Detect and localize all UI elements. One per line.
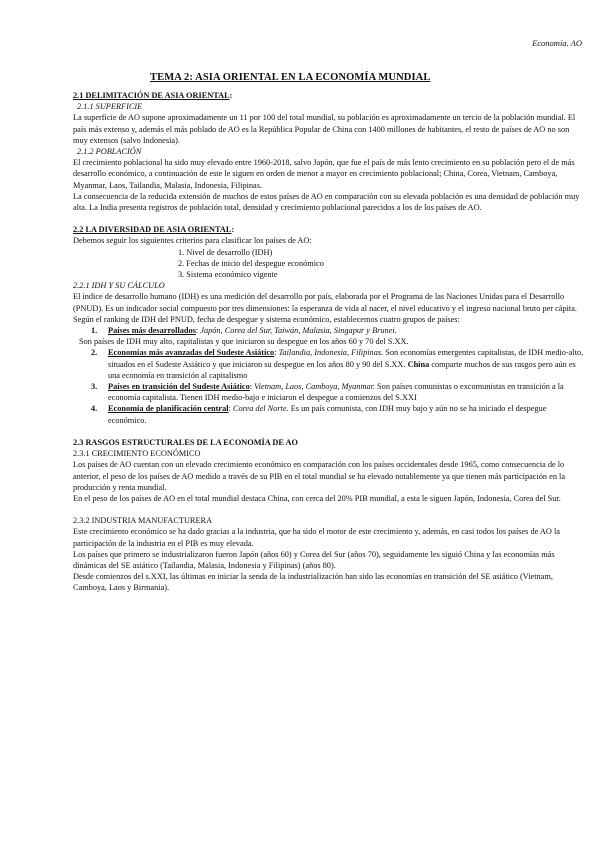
document-body [73,90,585,594]
paragraph-grupos-intro: Según el ranking de IDH del PNUD, fecha de despegue y sistema económico, establecemos cuatro grupos de países: [73,314,460,324]
list-item: 1. Países más desarrollados: Japón, Corea del Sur, Taiwán, Malasia, Singapur y Brunei. [91,326,397,336]
subsection-heading-2-3-2: 2.3.2 INDUSTRIA MANUFACTURERA [73,516,213,526]
paragraph-peso-china: En el peso de los países de AO en el total mundial destaca China, con cerca del 20% PIB mundial, a esta le siguen Japón, Indonesia, Corea del Sur. [73,493,561,503]
paragraph-industria: Este crecimiento económico se ha dado gracias a la industria, que ha sido el motor de este crecimiento y, además, en casi todos los países de AO la participación de la industria en el PIB es muy elevada. [73,527,560,548]
paragraph-industrializacion: Los países que primero se industrializaron fueron Japón (años 60) y Corea del Sur (años 70), seguidamente les siguió China y las economías más dinámicas del SE asiático (Tailandia, Malasia, Indonesia y Filipinas) (años 80). [73,549,555,570]
paragraph-poblacion: El crecimiento poblacional ha sido muy elevado entre 1960-2018, salvo Japón, que fue el país de más lento crecimiento en su población pero el de más desarrollo económico, a continuación de este le siguen en orden de menor a mayor en crecimiento poblacional; China, Corea, Vietnam, Camboya, Myanmar, Laos, Tailandia, Malasia, Indonesia, Filipinas. [73,158,575,190]
subsection-heading-2-3-1: 2.3.1 CRECIMIENTO ECONÓMICO [73,449,201,459]
list-item: 1. Nivel de desarrollo (IDH) [178,247,273,257]
section-heading-2-3: 2.3 RASGOS ESTRUCTURALES DE LA ECONOMÍA DE AO [73,437,298,447]
list-item: 2. Fechas de inicio del despegue económico [178,258,324,268]
paragraph-siglo-xxi: Desde comienzos del s.XXI, las últimas en iniciar la senda de la industrialización han sido las economías en transición del SE asiático (Vietnam, Camboya, Laos y Birmania). [73,572,553,593]
criteria-list [73,247,585,281]
paragraph-densidad: La consecuencia de la reducida extensión de muchos de estos países de AO en comparación con su elevada población es una densidad de población muy alta. La India presenta registros de población total, densidad y crecimiento poblacional parecidos a los de los países de AO. [73,191,580,213]
page-title: TEMA 2: ASIA ORIENTAL EN LA ECONOMÍA MUNDIAL [150,72,431,83]
paragraph-criterios-intro: Debemos seguir los siguientes criterios para clasificar los países de AO: [73,236,312,246]
country-groups-list [73,325,585,336]
section-heading-2-2: 2.2 LA DIVERSIDAD DE ASIA ORIENTAL: [73,225,235,235]
paragraph-group1-note: Son países de IDH muy alto, capitalistas y que iniciaron su despegue en los años 60 y 70 del S.XX. [79,337,409,347]
subsection-heading-2-1-2: 2.1.2 POBLACIÓN [77,147,142,157]
subsection-heading-2-1-1: 2.1.1 SUPERFICIE [77,102,143,112]
running-header: Economía. AO [532,38,582,48]
list-item: 3. Países en transición del Sudeste Asiático: Vietnam, Laos, Camboya, Myanmar. Son países comunistas o excomunistas en transición a la economía capitalista. Tienen IDH medio-bajo e iniciaron el despegue a comienzos del S.XXI [91,382,564,403]
list-item: 2. Economías más avanzadas del Sudeste Asiático: Tailandia, Indonesia, Filipinas. Son economías emergentes capitalistas, de IDH medio-alto, situados en el Sudeste Asiático y que iniciaron su despegue en los años 80 y 90 del S.XX. China comparte muchos de sus rasgos pero aún es una economía en transición al capitalismo [91,348,584,380]
paragraph-idh: El índice de desarrollo humano (IDH) es una medición del desarrollo por país, elaborada por el Programa de las Naciones Unidas para el Desarrollo (PNUD). Es un indicador social compuesto por tres dimensiones: la esperanza de vida al nacer, el nivel educativo y el ingreso nacional bruto per cápita. [73,292,577,313]
paragraph-crecimiento: Los países de AO cuentan con un elevado crecimiento económico en comparación con los países occidentales desde 1965, como consecuencia de lo anterior, el peso de los países de AO medido a través de su PIB en el total mundial se ha elevado notablemente ya que tienen más participación en la producción y renta mundial. [73,460,566,492]
list-item: 3. Sistema económico vigente [178,270,278,280]
subsection-heading-2-2-1: 2.2.1 IDH Y SU CÁLCULO [73,281,165,291]
section-heading-2-1: 2.1 DELIMITACIÓN DE ASIA ORIENTAL: [73,91,233,100]
list-item: 4. Economía de planificación central: Corea del Norte. Es un país comunista, con IDH muy bajo y aún no se ha iniciado el despegue económico. [91,404,547,425]
country-groups-list-cont [73,347,585,425]
paragraph-superficie: La superficie de AO supone aproximadamente un 11 por 100 del total mundial, su población es aproximadamente un tercio de la población mundial. El país más extenso y, además el más poblado de AO es la República Popular de China con 1400 millones de habitantes, el resto de países de AO no son muy extensos (salvo Indonesia). [73,113,576,145]
